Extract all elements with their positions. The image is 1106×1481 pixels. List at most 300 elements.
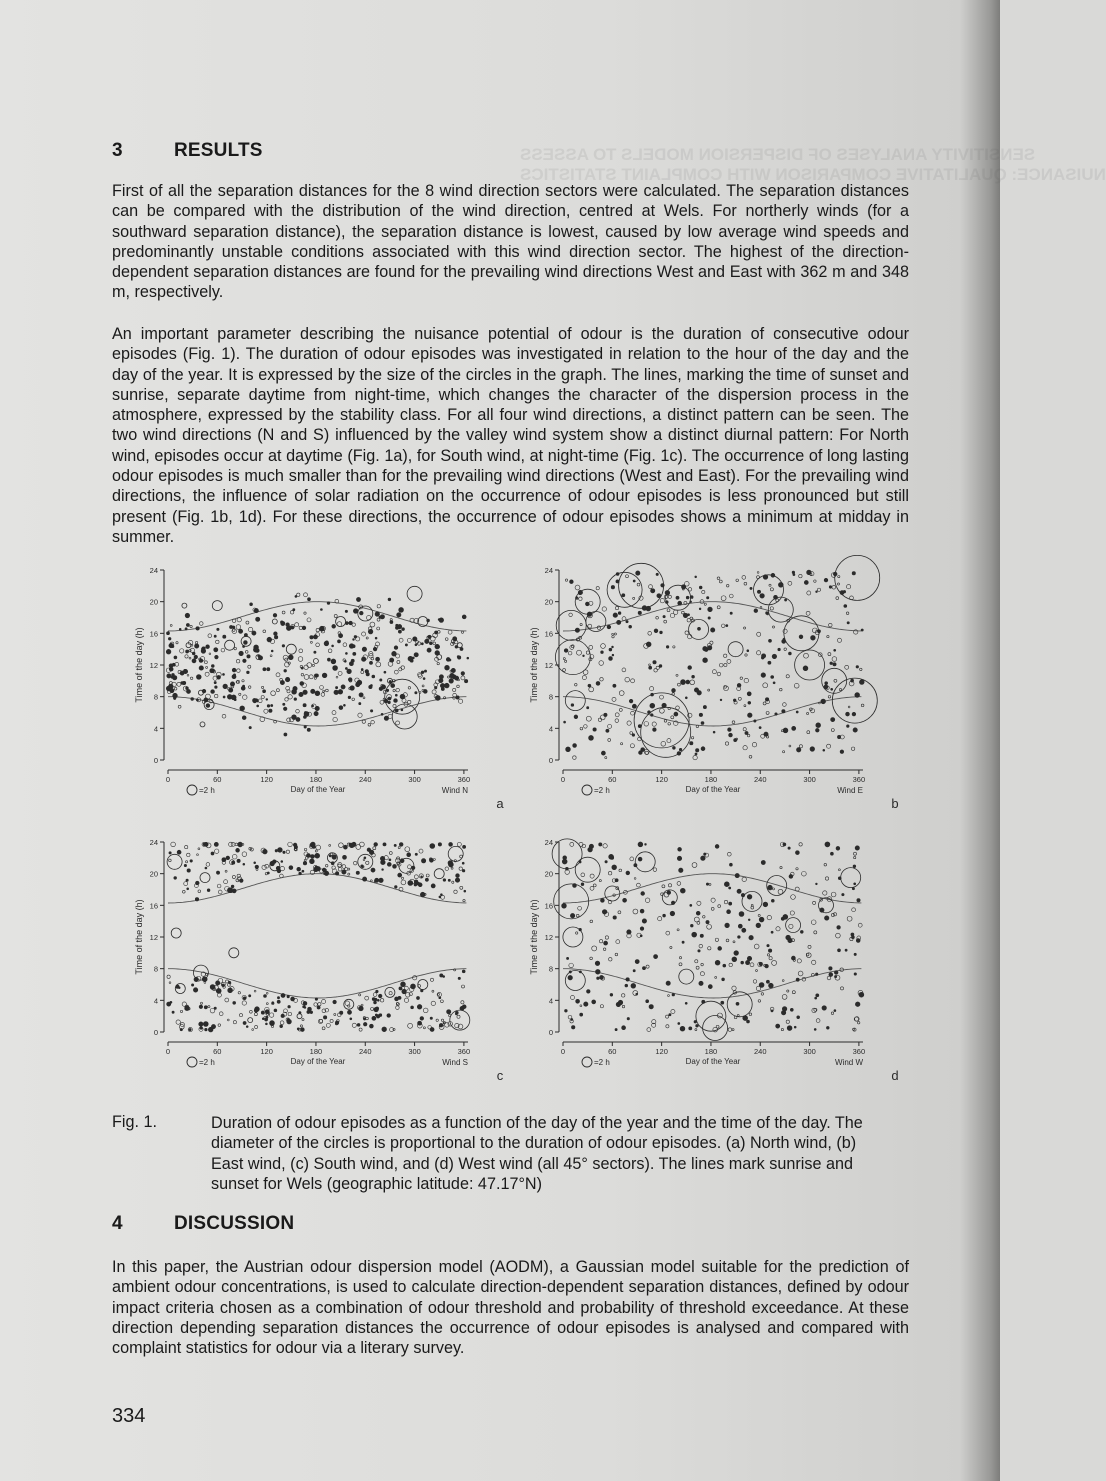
episode-point [186,650,189,653]
episode-point [662,885,665,888]
episode-point [829,586,832,589]
episode-point [699,944,703,948]
wind-label: Wind W [835,1058,863,1067]
episode-point [584,725,588,729]
episode-point [367,848,371,852]
y-tick-label: 4 [548,996,553,1006]
episode-point [420,892,425,897]
episode-point [615,713,619,717]
episode-point [834,971,838,975]
episode-point [696,966,699,969]
results-paragraph-1: First of all the separation distances for the 8 wind direction sectors were calculated. The separation distances can be compared with the distribution of the wind direction, centred at Wels. For northerly winds (for a southward separation distance), the separation distance is lowest, caused by low average wind speeds and predominantly unstable conditions associated with this wind direction sector. The highest of the direction-dependent separation distances are found for the prevailing wind directions West and East with 362 m and 348 m, respectively. [112,182,909,302]
episode-point [678,847,682,851]
episode-point [326,1023,330,1027]
episode-point [861,704,864,707]
x-tick-label: 180 [309,1047,323,1056]
episode-point [663,914,666,917]
episode-point [721,624,725,628]
episode-point [814,580,816,582]
episode-point [255,1025,258,1028]
episode-point [222,673,224,675]
episode-point [218,1024,221,1027]
episode-point [633,970,635,972]
episode-point [605,861,607,863]
episode-point [811,635,816,640]
episode-point [321,693,325,697]
episode-point [660,695,664,699]
episode-point [455,641,458,644]
episode-point [254,862,256,864]
episode-point [460,886,463,889]
episode-point [389,680,391,682]
episode-point [180,1010,182,1012]
episode-point [436,1019,438,1021]
episode-point [333,1000,337,1004]
episode-point [821,699,826,704]
episode-point [441,895,445,899]
episode-point [349,662,353,666]
x-tick-label: 180 [704,1047,718,1056]
episode-point [725,742,728,745]
episode-point [758,1000,761,1003]
episode-point [825,682,828,685]
episode-point [171,842,176,847]
episode-point [608,724,612,728]
episode-point [703,705,706,708]
episode-point [681,680,686,685]
discussion-paragraph-1: In this paper, the Austrian odour dispersion model (AODM), a Gaussian model suitable for the prediction of ambient odour concentrations, is used to calculate direction-dependent separation distances, defined by odour impact criteria chosen as a combination of odour threshold and probability of threshold exceedance. At these direction depending separation distances the occurrence of odour episodes is analysed and compared with complaint statistics for odour via a literary survey. [112,1258,909,1358]
episode-point [633,705,636,708]
episode-point [601,751,605,755]
episode-point [816,1019,820,1023]
episode-point [720,699,722,701]
episode-point [666,1025,669,1028]
episode-point [423,1008,428,1013]
episode-point [266,1016,268,1018]
episode-point [389,992,392,995]
episode-point [343,643,347,647]
episode-point [384,716,388,720]
episode-point [834,679,837,682]
episode-point [829,967,832,970]
episode-point [625,984,628,987]
x-tick-label: 120 [655,775,668,784]
episode-point [570,580,574,584]
episode-point [184,864,186,866]
episode-point [338,867,342,871]
episode-point [340,690,342,692]
episode-circle [635,852,655,872]
episode-point [756,651,760,655]
episode-point [592,1000,596,1004]
episode-point [204,661,207,664]
episode-point [304,612,306,614]
episode-point [563,856,567,860]
episode-point [617,620,621,624]
episode-point [214,842,218,846]
episode-point [446,657,450,661]
episode-point [414,653,418,657]
episode-point [184,882,188,886]
episode-point [216,988,221,993]
episode-point [852,908,856,912]
episode-point [276,689,279,692]
episode-point [612,865,617,870]
episode-point [261,686,263,688]
episode-point [458,977,460,979]
episode-point [585,602,589,606]
episode-point [615,719,619,723]
episode-point [649,666,652,669]
episode-point [423,689,427,693]
episode-point [619,691,624,696]
episode-point [229,688,233,692]
episode-point [362,647,366,651]
episode-point [653,728,657,732]
episode-point [833,663,836,666]
episode-point [288,655,293,660]
episode-point [412,657,414,659]
episode-point [663,615,665,617]
episode-point [695,749,698,752]
episode-point [404,986,408,990]
episode-point [205,672,209,676]
episode-point [415,692,417,694]
episode-point [751,906,754,909]
episode-point [191,698,194,701]
episode-point [855,846,859,850]
episode-point [680,1026,685,1031]
episode-point [232,619,235,622]
episode-point [761,654,765,658]
episode-point [626,575,629,578]
episode-point [641,892,645,896]
episode-point [708,607,713,612]
episode-point [666,931,670,935]
x-tick-label: 240 [359,775,372,784]
episode-point [695,1029,697,1031]
episode-point [676,596,679,599]
episode-point [768,949,771,952]
episode-point [638,842,643,847]
episode-point [717,672,721,676]
episode-point [326,689,329,692]
episode-point [246,1026,248,1028]
episode-point [332,711,336,715]
episode-point [611,585,614,588]
episode-point [215,849,219,853]
episode-point [715,960,720,965]
episode-point [288,842,293,847]
episode-point [618,1000,623,1005]
episode-point [240,706,245,711]
episode-point [356,871,359,874]
episode-point [621,994,624,997]
x-axis-label: Day of the Year [685,785,741,794]
episode-point [851,679,854,682]
episode-point [354,635,357,638]
episode-point [729,863,732,866]
episode-point [647,1028,651,1032]
episode-point [239,1014,242,1017]
episode-point [604,941,608,945]
episode-point [634,877,636,879]
episode-point [211,852,214,855]
episode-point [636,993,638,995]
episode-point [730,612,732,614]
episode-point [666,981,670,985]
episode-point [186,879,188,881]
episode-point [645,843,647,845]
episode-circle [819,898,834,913]
episode-point [737,683,741,687]
episode-point [203,1022,208,1027]
episode-point [776,1024,780,1028]
episode-point [732,957,737,962]
episode-point [682,941,684,943]
episode-point [783,751,785,753]
episode-point [327,658,330,661]
episode-point [703,658,708,663]
episode-point [727,852,731,856]
episode-point [456,696,459,699]
episode-point [322,673,327,678]
episode-point [608,739,611,742]
episode-circle [272,619,277,624]
episode-point [692,675,695,678]
episode-point [690,904,692,906]
episode-point [708,617,710,619]
episode-point [430,1027,434,1031]
episode-point [856,939,860,943]
episode-point [461,1001,464,1004]
episode-circle [437,655,442,660]
episode-point [224,880,228,884]
episode-point [759,727,761,729]
episode-point [749,1013,752,1016]
episode-point [214,1007,216,1009]
episode-point [421,859,425,863]
episode-point [635,960,639,964]
episode-point [399,638,403,642]
episode-point [750,587,752,589]
figure-panel-b [505,560,925,827]
episode-point [405,644,407,646]
episode-point [304,726,307,729]
episode-point [699,586,702,589]
episode-point [336,676,338,678]
episode-point [286,850,289,853]
episode-point [735,873,739,877]
episode-point [768,885,773,890]
episode-point [234,699,236,701]
y-tick-label: 12 [544,661,553,670]
episode-point [399,607,404,612]
episode-point [310,855,314,859]
episode-point [332,645,334,647]
episode-point [619,708,622,711]
episode-point [445,665,450,670]
episode-point [589,601,593,605]
episode-point [408,881,413,886]
episode-point [370,684,372,686]
episode-point [753,980,757,984]
episode-point [457,685,460,688]
episode-point [616,940,620,944]
episode-point [612,654,614,656]
episode-point [263,690,266,693]
episode-point [699,713,702,716]
episode-point [775,713,778,716]
episode-point [289,866,293,870]
episode-circle [728,642,743,657]
episode-point [834,649,836,651]
episode-point [640,909,644,913]
episode-point [799,635,803,639]
episode-point [728,728,732,732]
episode-point [423,678,425,680]
episode-point [276,673,280,677]
episode-point [590,874,594,878]
episode-point [786,1020,789,1023]
episode-point [448,630,452,634]
episode-point [310,636,314,640]
episode-point [642,919,646,923]
episode-point [728,1028,732,1032]
episode-point [233,1021,236,1024]
episode-point [837,638,841,642]
episode-point [622,1026,626,1030]
episode-point [566,747,571,752]
episode-point [414,875,418,879]
episode-point [179,628,181,630]
episode-point [813,901,816,904]
episode-point [456,874,460,878]
episode-point [847,725,850,728]
episode-point [607,625,611,629]
episode-point [393,689,395,691]
episode-point [236,848,240,852]
episode-point [362,632,366,636]
episode-point [242,1001,246,1005]
episode-point [576,999,580,1003]
episode-point [586,990,590,994]
episode-point [280,874,284,878]
episode-point [222,714,226,718]
x-tick-label: 240 [754,775,767,784]
episode-point [394,886,397,889]
episode-point [718,946,722,950]
episode-point [670,911,675,916]
x-tick-label: 300 [408,775,421,784]
episode-point [804,580,808,584]
episode-point [310,641,312,643]
episode-point [297,593,300,596]
episode-point [293,609,295,611]
episode-point [221,648,225,652]
episode-point [811,920,816,925]
episode-point [370,880,372,882]
episode-point [564,660,566,662]
episode-point [257,705,259,707]
episode-point [676,706,680,710]
episode-point [573,756,577,760]
episode-point [827,635,829,637]
episode-point [788,938,793,943]
episode-point [838,869,840,871]
episode-point [680,888,685,893]
episode-point [583,655,585,657]
episode-point [603,948,606,951]
episode-point [339,843,344,848]
wind-label: Wind N [441,786,468,795]
episode-point [206,666,208,668]
episode-point [830,852,833,855]
episode-point [818,702,820,704]
episode-point [724,663,727,666]
y-tick-label: 20 [544,869,553,879]
episode-circle [795,650,825,680]
episode-point [174,687,177,690]
episode-point [709,883,711,885]
episode-point [292,689,297,694]
episode-point [243,1021,246,1024]
episode-point [407,638,411,642]
episode-point [274,635,278,639]
y-tick-label: 12 [149,933,158,942]
episode-point [176,642,178,644]
episode-point [732,1029,734,1031]
episode-point [352,645,355,648]
episode-point [701,747,705,751]
episode-point [402,698,406,702]
episode-point [283,707,287,711]
episode-point [365,996,369,1000]
episode-point [458,699,462,703]
episode-point [372,1016,376,1020]
episode-point [652,722,656,726]
episode-point [738,924,742,928]
y-axis-label: Time of the day (h) [134,899,144,975]
episode-point [177,682,181,686]
episode-point [299,692,303,696]
episode-point [839,688,841,690]
episode-point [577,650,582,655]
episode-point [294,698,297,701]
episode-point [799,843,802,846]
episode-point [699,608,701,610]
episode-point [831,717,835,721]
episode-point [432,990,434,992]
episode-point [401,880,406,885]
episode-point [844,605,847,608]
episode-point [726,584,729,587]
episode-point [707,924,712,929]
episode-point [415,644,417,646]
episode-point [391,684,395,688]
episode-point [186,689,190,693]
episode-point [380,679,382,681]
episode-point [333,717,337,721]
episode-point [411,984,416,989]
episode-point [398,847,400,849]
episode-point [831,892,836,897]
episode-point [734,739,737,742]
episode-point [646,642,651,647]
episode-point [743,746,747,750]
episode-point [837,583,839,585]
episode-point [255,865,259,869]
